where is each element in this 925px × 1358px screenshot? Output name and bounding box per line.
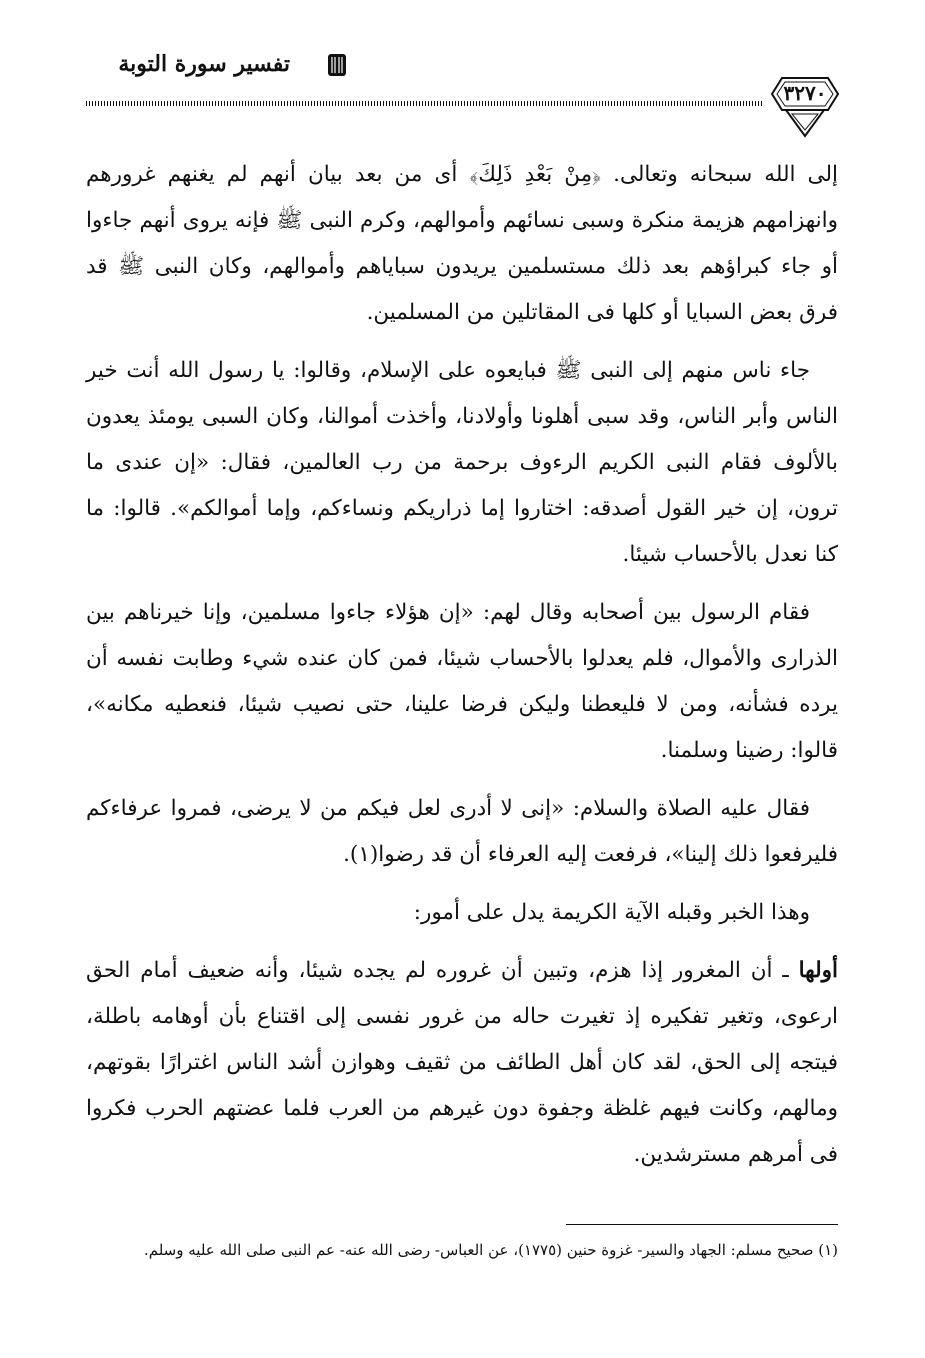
header-rule: [86, 101, 764, 106]
footnote-rule: [566, 1224, 838, 1225]
paragraph-point-one: [86, 948, 838, 1178]
paragraph: فقال عليه الصلاة والسلام: «إنى لا أدرى لعل فيكم من لا يرضى، فمروا عرفاءكم فليرفعوا ذلك إلينا»، فرفعت إليه العرفاء أن قد رضوا(١).: [86, 796, 838, 867]
point-one-text: ـ أن المغرور إذا هزم، وتبين أن غروره لم يجده شيئا، وأنه ضعيف أمام الحق ارعوى، وتغير تفكيره إذ تغيرت حاله من غرور نفسى إلى اقتناع بأن أوهامه باطلة، فيتجه إلى الحق، لقد كان أهل الطائف من ثقيف وهوازن أشد الناس اغترارًا بقوتهم، ومالهم، وكانت فيهم غلظة وجفوة دون غيرهم من العرب فلما عضتهم الحرب فكروا فى أمرهم مسترشدين.: [86, 958, 838, 1167]
paragraph: فقام الرسول بين أصحابه وقال لهم: «إن هؤلاء جاءوا مسلمين، وإنا خيرناهم بين الذرارى والأموال، فلم يعدلوا بالأحساب شيئا، فمن كان عنده شيء وطابت نفسه أن يرده فشأنه، ومن لا فليعطنا وليكن فرضا علينا، حتى نصيب شيئا، فنعطيه مكانه»، قالوا: رضينا وسلمنا.: [86, 600, 838, 763]
footnote: (١) صحيح مسلم: الجهاد والسير- غزوة حنين (١٧٧٥)، عن العباس- رضى الله عنه- عم النبى صلى الله عليه وسلم.: [143, 1241, 838, 1259]
point-one-lead: أولها: [798, 958, 838, 983]
page-number: ٣٢٧٠: [783, 81, 827, 105]
paragraph: جاء ناس منهم إلى النبى ﷺ فبايعوه على الإسلام، وقالوا: يا رسول الله أنت خير الناس وأبر الناس، وقد سبى أهلونا وأولادنا، وأخذت أموالنا، وكان السبى يومئذ يعدون بالألوف فقام النبى الكريم الرءوف برحمة من رب العالمين، فقال: «إن عندى ما ترون، إن خير القول أصدقه: اختاروا إما ذراريكم ونساءكم، وإما أموالكم». قالوا: ما كنا نعدل بالأحساب شيئا.: [86, 358, 838, 567]
paragraph: وهذا الخبر وقبله الآية الكريمة يدل على أمور:: [413, 900, 810, 925]
body-text: [86, 152, 838, 1190]
running-header-title: تفسير سورة التوبة: [118, 51, 290, 77]
book-ornament-icon: [326, 50, 348, 80]
paragraph: إلى الله سبحانه وتعالى. ﴿مِنْ بَعْدِ ذَلِكَ﴾ أى من بعد بيان أنهم لم يغنهم غرورهم وانهزامهم هزيمة منكرة وسبى نسائهم وأموالهم، وكرم النبى ﷺ فإنه يروى أنهم جاءوا أو جاء كبراؤهم بعد ذلك مستسلمين يريدون سباياهم وأموالهم، وكان النبى ﷺ قد فرق بعض السبايا أو كلها فى المقاتلين من المسلمين.: [86, 162, 838, 325]
